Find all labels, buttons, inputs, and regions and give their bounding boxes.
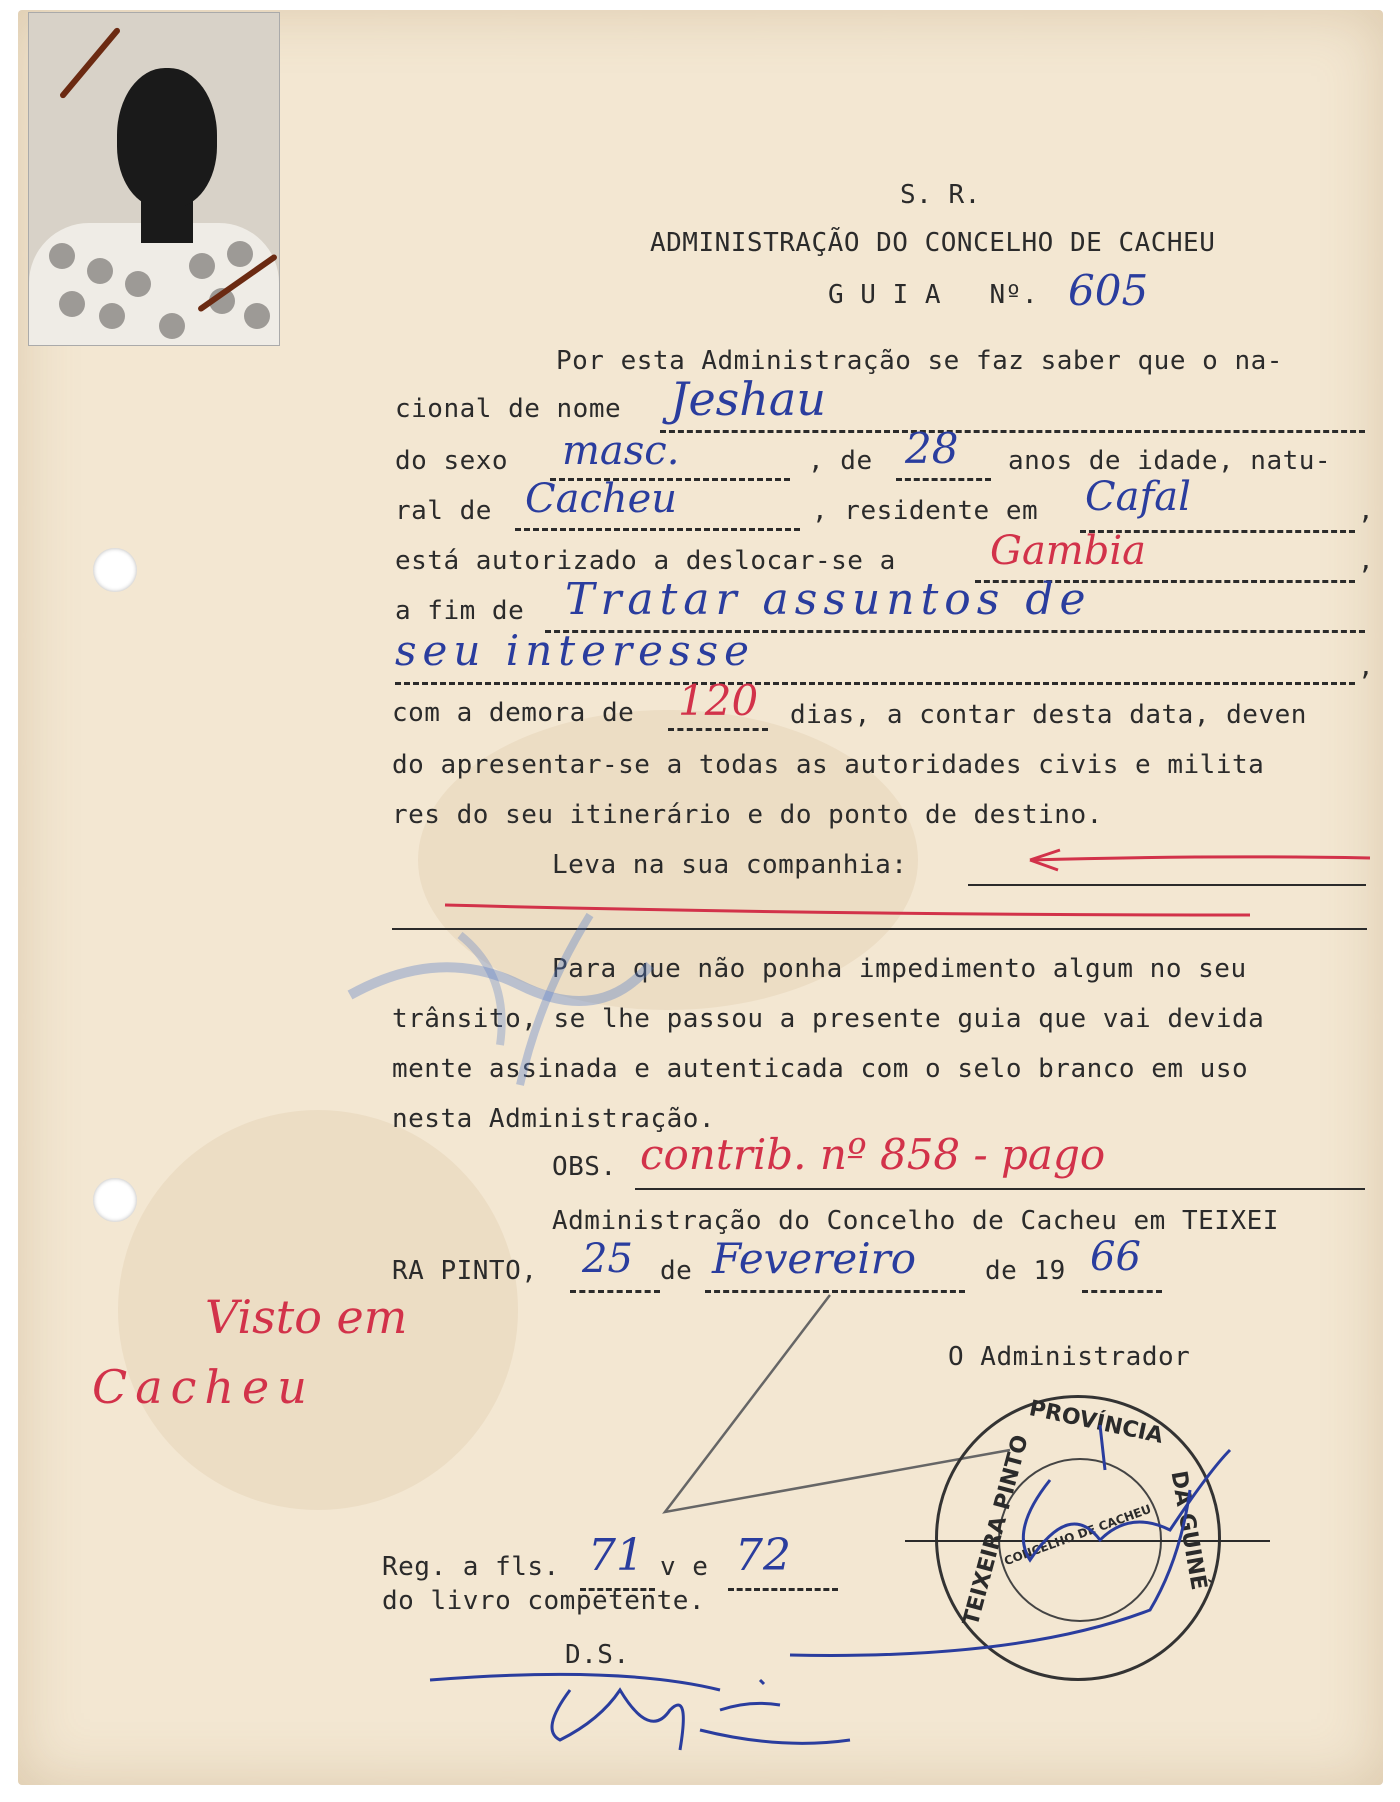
field-sex: masc.: [562, 428, 680, 474]
place-line-2b: de: [660, 1256, 693, 1286]
place-line-2c: de 19: [985, 1256, 1066, 1286]
comma: ,: [1358, 546, 1375, 576]
header-administration: ADMINISTRAÇÃO DO CONCELHO DE CACHEU: [650, 228, 1216, 258]
body-p2-line-2: trânsito, se lhe passou a presente guia que vai devida: [392, 1004, 1265, 1034]
body-p2-line-1: Para que não ponha impedimento algum no seu: [552, 954, 1247, 984]
field-residence: Cafal: [1085, 474, 1191, 520]
field-purpose-2: seu interesse: [395, 626, 755, 675]
seal-text-inner: CONCELHO DE CACHEU: [1002, 1501, 1154, 1569]
seal-text-top: PROVÍNCIA: [1026, 1396, 1166, 1449]
reg-fls-2: 72: [735, 1530, 791, 1581]
field-age: 28: [905, 424, 959, 473]
date-month: Fevereiro: [712, 1234, 917, 1283]
underline: [728, 1588, 838, 1591]
body-line-9: do apresentar-se a todas as autoridades civis e milita: [392, 750, 1265, 780]
administrator-signature: [770, 1410, 1240, 1680]
administrator-label: O Administrador: [948, 1342, 1191, 1372]
body-line-4b: , residente em: [812, 496, 1039, 526]
date-year: 66: [1090, 1234, 1141, 1280]
body-line-3a: do sexo: [395, 446, 509, 476]
field-purpose-1: Tratar assuntos de: [565, 574, 1092, 625]
underline: [395, 682, 1355, 685]
companion-label: Leva na sua companhia:: [552, 850, 908, 880]
seal-text-left: TEIXEIRA PINTO: [958, 1432, 1034, 1629]
body-line-8a: com a demora de: [392, 698, 635, 728]
seal-text-right: DA GUINÉ: [1165, 1468, 1212, 1593]
body-line-8b: dias, a contar desta data, deven: [790, 700, 1307, 730]
comma: ,: [1358, 652, 1375, 682]
field-destination: Gambia: [990, 528, 1146, 574]
underline: [668, 728, 768, 731]
body-line-3c: anos de idade, natu-: [1008, 446, 1332, 476]
punch-hole: [93, 1178, 137, 1222]
body-line-6: a fim de: [395, 596, 525, 626]
ds-signature: [420, 1660, 860, 1770]
underline: [570, 1290, 660, 1293]
header-sr: S. R.: [900, 180, 981, 210]
underline: [660, 430, 1365, 433]
comma: ,: [1358, 496, 1375, 526]
reg-label-2: v e: [660, 1552, 709, 1582]
body-line-4a: ral de: [395, 496, 492, 526]
photo-head: [117, 68, 217, 208]
obs-label: OBS.: [552, 1152, 617, 1182]
field-days: 120: [678, 676, 759, 725]
body-line-5: está autorizado a deslocar-se a: [395, 546, 896, 576]
reg-label: Reg. a fls.: [382, 1552, 560, 1582]
ds-label: D.S.: [565, 1640, 630, 1670]
body-p2-line-3: mente assinada e autenticada com o selo branco em uso: [392, 1054, 1249, 1084]
body-line-2: cional de nome: [395, 394, 622, 424]
blue-smudge: [340, 905, 660, 1095]
field-natural: Cacheu: [525, 476, 678, 522]
place-line-1: Administração do Concelho de Cacheu em TEIXEI: [552, 1206, 1279, 1236]
reg-fls-1: 71: [588, 1530, 644, 1581]
underline: [896, 478, 991, 481]
body-line-3b: , de: [808, 446, 873, 476]
place-line-2a: RA PINTO,: [392, 1256, 538, 1286]
underline: [635, 1188, 1365, 1190]
margin-note-line-1: Visto em: [205, 1290, 408, 1344]
margin-note-line-2: Cacheu: [92, 1360, 315, 1414]
underline: [1082, 1290, 1162, 1293]
id-photo: [28, 12, 280, 346]
body-line-1: Por esta Administração se faz saber que o na-: [556, 346, 1283, 376]
date-day: 25: [582, 1236, 633, 1282]
guia-number: 605: [1068, 266, 1149, 315]
punch-hole: [93, 548, 137, 592]
body-p2-line-4: nesta Administração.: [392, 1104, 716, 1134]
reg-book: do livro competente.: [382, 1586, 706, 1616]
field-name: Jeshau: [670, 372, 826, 426]
obs-value: contrib. nº 858 - pago: [640, 1130, 1106, 1179]
body-line-10: res do seu itinerário e do ponto de destino.: [392, 800, 1103, 830]
underline: [515, 528, 800, 531]
guia-label: G U I A Nº.: [828, 280, 1038, 310]
